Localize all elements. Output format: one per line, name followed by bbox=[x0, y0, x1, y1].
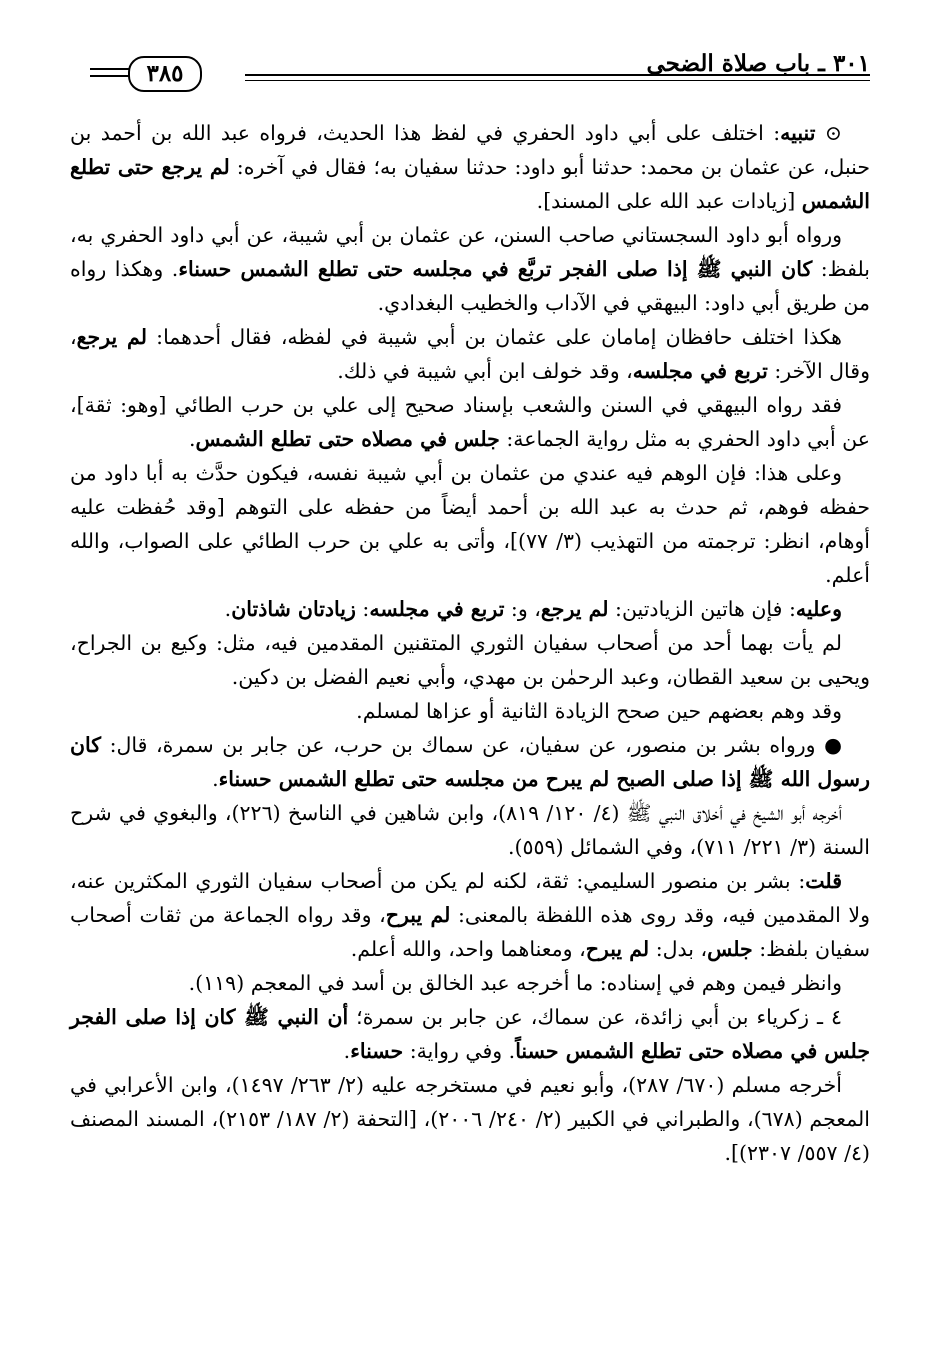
paragraph bbox=[70, 1068, 870, 1170]
text-run: وانظر فيمن وهم في إسناده: ما أخرجه عبد الخالق بن أسد في المعجم (١١٩). bbox=[188, 971, 842, 995]
bold-text: لم يرجع bbox=[76, 325, 147, 349]
text-run: لم يأت بهما أحد من أصحاب سفيان الثوري المتقنين المقدمين فيه، مثل: وكيع بن الجراح، ويحيى بن سعيد القطان، وعبد الرحمٰن بن مهدي، وأبي نعيم الفضل بن دكين. bbox=[70, 631, 870, 689]
ornament-lines bbox=[90, 68, 130, 78]
text-run: ، وقال الآخر: bbox=[70, 325, 870, 383]
bold-text: لم يرجع حتى تطلع الشمس bbox=[70, 155, 870, 213]
text-run: ● ورواه بشر بن منصور، عن سفيان، عن سماك بن حرب، عن جابر بن سمرة، قال: bbox=[101, 733, 842, 757]
text-run: أخرجه مسلم (٦٧٠/ ٢٨٧)، وأبو نعيم في مستخرجه عليه (٢/ ٢٦٣/ ١٤٩٧)، وابن الأعرابي في المعجم (٦٧٨)، والطبراني في الكبير (٢/ ٢٤٠/ ٢٠٠٦)، [التحفة (٢/ ١٨٧/ ٢١٥٣)، المسند المصنف (٤/ ٥٥٧/ ٢٣٠٧)]. bbox=[70, 1073, 870, 1165]
paragraph bbox=[70, 218, 870, 320]
bold-text: قلت bbox=[805, 869, 842, 893]
text-run: . وهكذا رواه من طريق أبي داود: البيهقي في الآداب والخطيب البغدادي. bbox=[70, 257, 870, 315]
paragraph bbox=[70, 626, 870, 694]
bold-text: كان رسول الله ﷺ إذا صلى الصبح لم يبرح من مجلسه حتى تطلع الشمس حسناء bbox=[70, 733, 870, 791]
paragraph bbox=[70, 388, 870, 456]
paragraph bbox=[70, 456, 870, 592]
text-run: وعلى هذا: فإن الوهم فيه عندي من عثمان بن أبي شيبة نفسه، فيكون حدَّث به أبا داود من حفظه فوهم، ثم حدث به عبد الله بن أحمد أيضاً من حفظه على التوهم [وقد حُفظت عليه أوهام، انظر: ترجمته من التهذيب (٣/ ٧٧)]، وأتى به علي بن حرب الطائي على الصواب، والله أعلم. bbox=[70, 461, 870, 587]
text-run: ورواه أبو داود السجستاني صاحب السنن، عن عثمان بن أبي شيبة، عن أبي داود الحفري به، بلفظ: bbox=[70, 223, 870, 281]
page-number-ornament bbox=[90, 56, 230, 92]
paragraph bbox=[70, 796, 870, 864]
bold-text: تنبيه bbox=[780, 121, 816, 145]
header-rule bbox=[245, 74, 870, 76]
bold-text: لم يرجع bbox=[540, 597, 609, 621]
bold-text: لم يبرح bbox=[585, 937, 650, 961]
bold-text: تربع في مجلسه bbox=[369, 597, 505, 621]
text-run: [زيادات عبد الله على المسند]. bbox=[536, 189, 802, 213]
text-run: . bbox=[212, 767, 219, 791]
paragraph bbox=[70, 1000, 870, 1068]
page-header bbox=[70, 44, 870, 88]
text-run: : فإن هاتين الزيادتين: bbox=[608, 597, 796, 621]
text-run: فقد رواه البيهقي في السنن والشعب بإسناد صحيح إلى علي بن حرب الطائي [وهو: ثقة]، عن أبي داود الحفري به مثل رواية الجماعة: bbox=[70, 393, 870, 451]
text-run: ، و: bbox=[504, 597, 541, 621]
chapter-title: ٣٠١ ـ باب صلاة الضحى bbox=[646, 50, 870, 77]
text-run: . وفي رواية: bbox=[403, 1039, 516, 1063]
paragraph bbox=[70, 966, 870, 1000]
text-run: . bbox=[343, 1039, 351, 1063]
text-run: هكذا اختلف حافظان إمامان على عثمان بن أبي شيبة في لفظه، فقال أحدهما: bbox=[146, 325, 842, 349]
text-run: وقد وهم بعضهم حين صحح الزيادة الثانية أو عزاها لمسلم. bbox=[356, 699, 842, 723]
bold-text: حسناء bbox=[350, 1039, 404, 1063]
bold-text: تربع في مجلسه bbox=[632, 359, 768, 383]
bold-text: أن النبي ﷺ كان إذا صلى الفجر جلس في مصلاه حتى تطلع الشمس حسناً bbox=[70, 1005, 870, 1063]
text-run: ، وقد رواه الجماعة من ثقات أصحاب سفيان بلفظ: bbox=[70, 903, 870, 961]
bold-text: لم يبرح bbox=[385, 903, 451, 927]
page-number: ٣٨٥ bbox=[128, 56, 202, 92]
bold-text: جلس في مصلاه حتى تطلع الشمس bbox=[195, 427, 500, 451]
page bbox=[70, 44, 870, 1349]
header-rule-thin bbox=[245, 80, 870, 81]
text-run: : bbox=[355, 597, 370, 621]
text-run: ٤ ـ زكرياء بن أبي زائدة، عن سماك، عن جابر بن سمرة؛ bbox=[348, 1005, 842, 1029]
text-run: ، بدل: bbox=[649, 937, 708, 961]
text-run: ، ومعناهما واحد، والله أعلم. bbox=[350, 937, 586, 961]
text-run: . bbox=[224, 597, 232, 621]
bold-text: كان النبي ﷺ إذا صلى الفجر تربَّع في مجلسه حتى تطلع الشمس حسناء bbox=[178, 257, 813, 281]
text-run: ⊙ bbox=[815, 121, 842, 145]
bold-text: جلس bbox=[707, 937, 753, 961]
paragraph bbox=[70, 864, 870, 966]
text-run: أخرجه أبو الشيخ في أخلاق النبي ﷺ (٤/ ١٢٠/ ٨١٩)، وابن شاهين في الناسخ (٢٢٦)، والبغوي في شرح السنة (٣/ ٢٢١/ ٧١١)، وفي الشمائل (٥٥٩). bbox=[70, 801, 870, 859]
paragraph bbox=[70, 728, 870, 796]
paragraph bbox=[70, 592, 870, 626]
paragraph bbox=[70, 694, 870, 728]
paragraph bbox=[70, 116, 870, 218]
bold-text: وعليه bbox=[795, 597, 842, 621]
page-body bbox=[70, 116, 870, 1170]
text-run: ، وقد خولف ابن أبي شيبة في ذلك. bbox=[337, 359, 633, 383]
text-run: : اختلف على أبي داود الحفري في لفظ هذا الحديث، فرواه عبد الله بن أحمد بن حنبل، عن عثمان بن محمد: حدثنا أبو داود: حدثنا سفيان به؛ فقال في آخره: bbox=[70, 121, 870, 179]
paragraph bbox=[70, 320, 870, 388]
text-run: . bbox=[188, 427, 196, 451]
bold-text: زيادتان شاذتان bbox=[231, 597, 356, 621]
text-run: : بشر بن منصور السليمي: ثقة، لكنه لم يكن من أصحاب سفيان الثوري المكثرين عنه، ولا المقدمين فيه، وقد روى هذه اللفظة بالمعنى: bbox=[70, 869, 870, 927]
